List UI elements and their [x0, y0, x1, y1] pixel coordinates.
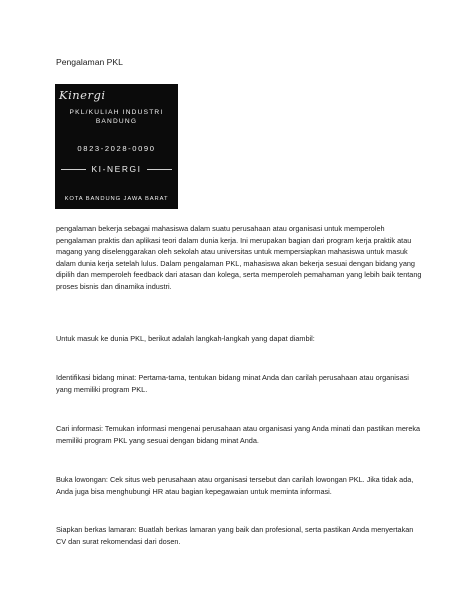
divider-left [61, 169, 86, 170]
page-title: Pengalaman PKL [56, 57, 123, 67]
banner-phone: 0823-2028-0090 [77, 144, 156, 153]
banner-brand: KI-NERGI [91, 164, 142, 174]
paragraph-intro: pengalaman bekerja sebagai mahasiswa dalam suatu perusahaan atau organisasi untuk memperoleh pengalaman praktis dan aplikasi teori dalam dunia kerja. Ini merupakan bagian dari program kerja praktik atau magang yang diselenggarakan oleh sekolah atau universitas untuk mempersiapkan mahasiswa untuk masuk dalam dunia kerja setelah lulus. Dalam pengalaman PKL, mahasiswa akan bekerja sesuai dengan bidang yang dipilih dan memperoleh feedback dari atasan dan kolega, serta memperoleh pemahaman yang lebih baik tentang proses bisnis dan dinamika industri. [56, 224, 422, 291]
banner-brand-row [61, 164, 172, 174]
banner-line-2: BANDUNG [95, 118, 138, 125]
paragraph-step-application: Siapkan berkas lamaran: Buatlah berkas lamaran yang baik dan profesional, serta pastikan Anda menyertakan CV dan surat rekomendasi dari dosen. [56, 525, 414, 546]
banner-line-1: PKL/KULIAH INDUSTRI [69, 109, 164, 116]
paragraph-step-vacancy: Buka lowongan: Cek situs web perusahaan atau organisasi tersebut dan carilah lowongan PKL. Jika tidak ada, Anda juga bisa menghubungi HR atau bagian kepegawaian untuk meminta informasi. [56, 475, 414, 496]
banner-city: KOTA BANDUNG JAWA BARAT [64, 196, 169, 202]
promo-banner-image [55, 84, 178, 209]
divider-right [147, 169, 172, 170]
paragraph-step-identify: Identifikasi bidang minat: Pertama-tama, tentukan bidang minat Anda dan carilah perusahaan atau organisasi yang memiliki program PKL. [56, 373, 409, 394]
paragraph-step-search: Cari informasi: Temukan informasi mengenai perusahaan atau organisasi yang Anda minati dan pastikan mereka memiliki program PKL yang sesuai dengan bidang minat Anda. [56, 424, 421, 445]
paragraph-steps-intro: Untuk masuk ke dunia PKL, berikut adalah langkah-langkah yang dapat diambil: [56, 334, 315, 343]
kinergi-logo: Kinergi [59, 88, 106, 102]
